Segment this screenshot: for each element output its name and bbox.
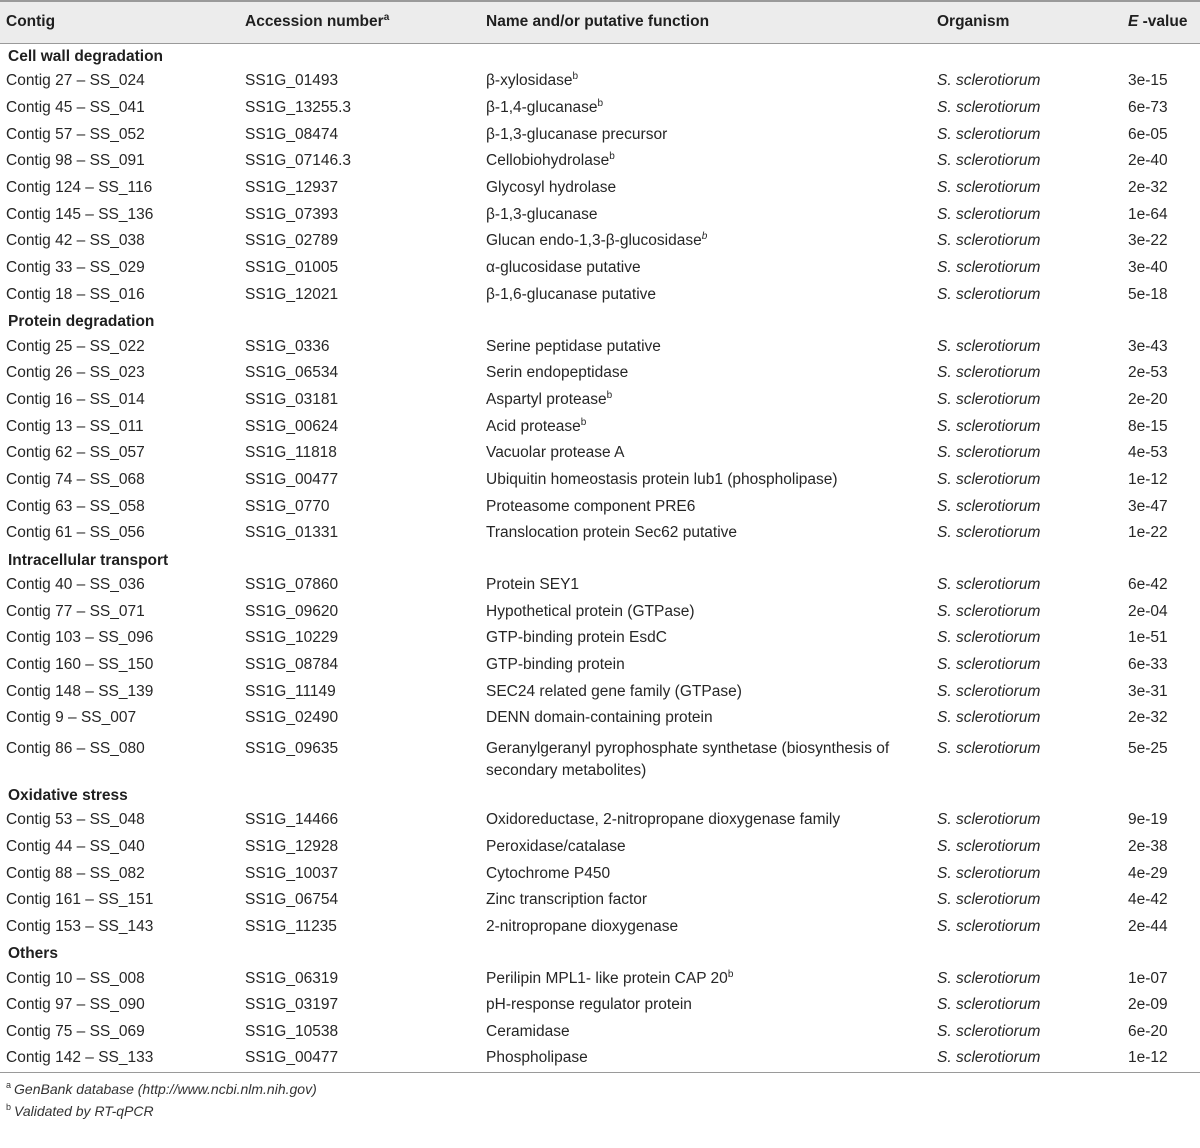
function-text: GTP-binding protein bbox=[486, 656, 625, 674]
accession-cell: SS1G_11149 bbox=[245, 682, 336, 700]
organism-cell: S. sclerotiorum bbox=[937, 497, 1041, 515]
function-text: 2-nitropropane dioxygenase bbox=[486, 917, 679, 935]
footnote-mark: b bbox=[597, 97, 604, 109]
evalue-cell: 2e-44 bbox=[1128, 917, 1168, 935]
footnote-mark: b bbox=[580, 416, 587, 428]
evalue-cell: 4e-42 bbox=[1128, 891, 1168, 909]
evalue-cell: 2e-09 bbox=[1128, 996, 1168, 1014]
header-accession: Accession number$^a$ bbox=[244, 1, 485, 43]
table-row bbox=[0, 467, 1200, 494]
organism-cell: S. sclerotiorum bbox=[937, 576, 1041, 594]
header-row bbox=[0, 1, 1200, 43]
function-cell bbox=[485, 834, 936, 861]
table-row bbox=[0, 652, 1200, 679]
accession-cell: SS1G_00477 bbox=[244, 1045, 485, 1072]
accession-cell: SS1G_03197 bbox=[245, 996, 339, 1014]
organism-cell: S. sclerotiorum bbox=[937, 125, 1041, 143]
organism-cell: S. sclerotiorum bbox=[937, 602, 1041, 620]
function-cell bbox=[485, 807, 936, 834]
footnote-mark: b bbox=[727, 968, 734, 980]
function-cell bbox=[485, 887, 936, 914]
accession-cell: SS1G_08474 bbox=[245, 125, 339, 143]
organism-cell: S. sclerotiorum bbox=[937, 709, 1041, 727]
function-text: Proteasome component PRE6 bbox=[486, 497, 696, 515]
table-row bbox=[0, 95, 1200, 122]
function-text: DENN domain-containing protein bbox=[486, 709, 713, 727]
function-text: SEC24 related gene family (GTPase) bbox=[486, 682, 742, 700]
organism-cell: S. sclerotiorum bbox=[937, 179, 1041, 197]
organism-cell: S. sclerotiorum bbox=[937, 470, 1041, 488]
table-row bbox=[0, 860, 1200, 887]
organism-cell: S. sclerotiorum bbox=[937, 811, 1041, 829]
accession-cell: SS1G_02490 bbox=[245, 709, 339, 727]
accession-cell: SS1G_11235 bbox=[245, 917, 337, 935]
accession-cell: SS1G_06319 bbox=[245, 969, 339, 987]
table-row bbox=[0, 992, 1200, 1019]
evalue-cell: 6e-33 bbox=[1128, 656, 1168, 674]
header-evalue: E -value bbox=[1116, 1, 1200, 43]
organism-cell: S. sclerotiorum bbox=[937, 969, 1041, 987]
evalue-cell: 5e-25 bbox=[1128, 739, 1168, 757]
section-header-row bbox=[0, 940, 1200, 965]
table-row bbox=[0, 678, 1200, 705]
organism-cell: S. sclerotiorum bbox=[937, 417, 1041, 435]
table-row bbox=[0, 68, 1200, 95]
function-cell bbox=[485, 598, 936, 625]
organism-cell: S. sclerotiorum bbox=[937, 739, 1041, 757]
accession-cell: SS1G_07860 bbox=[245, 576, 339, 594]
table-row bbox=[0, 807, 1200, 834]
contig-cell: Contig 44 – SS_040 bbox=[6, 837, 145, 855]
contig-cell: Contig 75 – SS_069 bbox=[6, 1022, 145, 1040]
evalue-cell: 3e-40 bbox=[1128, 259, 1168, 277]
contig-cell: Contig 142 – SS_133 bbox=[0, 1045, 244, 1072]
table-row bbox=[0, 598, 1200, 625]
function-cell bbox=[485, 201, 936, 228]
accession-cell: SS1G_08784 bbox=[245, 656, 339, 674]
organism-cell: S. sclerotiorum bbox=[937, 364, 1041, 382]
contig-cell: Contig 161 – SS_151 bbox=[6, 891, 154, 909]
footnote-mark: b bbox=[572, 71, 579, 83]
organism-cell: S. sclerotiorum bbox=[937, 837, 1041, 855]
function-text: Glycosyl hydrolase bbox=[486, 179, 617, 197]
evalue-cell: 2e-53 bbox=[1128, 364, 1168, 382]
section-header-row bbox=[0, 308, 1200, 333]
accession-cell: SS1G_01005 bbox=[245, 259, 339, 277]
section-title: Cell wall degradation bbox=[8, 48, 164, 66]
function-cell bbox=[485, 1045, 936, 1072]
table-row bbox=[0, 255, 1200, 282]
accession-cell: SS1G_0336 bbox=[245, 337, 330, 355]
contig-cell: Contig 10 – SS_008 bbox=[6, 969, 145, 987]
function-cell bbox=[485, 732, 936, 782]
footnote-mark: b bbox=[606, 389, 613, 401]
function-text: Geranylgeranyl pyrophosphate synthetase (biosynthesis of secondary metabolites) bbox=[486, 739, 890, 779]
accession-cell: SS1G_06534 bbox=[245, 364, 339, 382]
accession-cell: SS1G_09635 bbox=[245, 739, 339, 757]
function-text: GTP-binding protein EsdC bbox=[486, 629, 667, 647]
organism-cell: S. sclerotiorum bbox=[937, 891, 1041, 909]
function-cell bbox=[485, 148, 936, 175]
footnote-a: $^a$ GenBank database (http://www.ncbi.nlm.nih.gov) bbox=[6, 1079, 317, 1097]
function-cell bbox=[485, 95, 936, 122]
section-title: Intracellular transport bbox=[8, 551, 169, 569]
header-contig: Contig bbox=[0, 1, 244, 43]
organism-cell: S. sclerotiorum bbox=[937, 996, 1041, 1014]
evalue-cell: 1e-51 bbox=[1128, 629, 1168, 647]
contig-cell: Contig 9 – SS_007 bbox=[6, 709, 137, 727]
table-row bbox=[0, 440, 1200, 467]
accession-cell: SS1G_12021 bbox=[245, 285, 339, 303]
function-cell bbox=[485, 705, 936, 732]
header-accession-footnote-mark: a bbox=[383, 12, 390, 24]
table-row bbox=[0, 914, 1200, 941]
evalue-cell: 1e-07 bbox=[1128, 969, 1168, 987]
accession-cell: SS1G_0770 bbox=[245, 497, 330, 515]
table-row bbox=[0, 625, 1200, 652]
function-text: β-xylosidase bbox=[486, 72, 573, 90]
evalue-cell: 6e-05 bbox=[1128, 125, 1168, 143]
function-text: Serin endopeptidase bbox=[486, 364, 629, 382]
contig-cell: Contig 124 – SS_116 bbox=[6, 179, 153, 197]
accession-cell: SS1G_07146.3 bbox=[245, 152, 352, 170]
function-cell bbox=[485, 387, 936, 414]
accession-cell: SS1G_09620 bbox=[245, 602, 339, 620]
section-title: Oxidative stress bbox=[8, 786, 128, 804]
function-text: Ceramidase bbox=[486, 1022, 570, 1040]
organism-cell: S. sclerotiorum bbox=[937, 259, 1041, 277]
contig-cell: Contig 42 – SS_038 bbox=[6, 232, 145, 250]
function-text: pH-response regulator protein bbox=[486, 996, 692, 1014]
function-text: Ubiquitin homeostasis protein lub1 (phospholipase) bbox=[486, 470, 838, 488]
organism-cell: S. sclerotiorum bbox=[937, 682, 1041, 700]
function-cell bbox=[485, 520, 936, 547]
contig-cell: Contig 160 – SS_150 bbox=[6, 656, 154, 674]
section-header-row bbox=[0, 782, 1200, 807]
organism-cell: S. sclerotiorum bbox=[936, 1045, 1116, 1072]
accession-cell: SS1G_10037 bbox=[245, 864, 339, 882]
evalue-cell: 1e-12 bbox=[1116, 1045, 1200, 1072]
evalue-cell: 6e-73 bbox=[1128, 99, 1168, 117]
function-cell bbox=[485, 625, 936, 652]
function-cell bbox=[485, 333, 936, 360]
table-row bbox=[0, 201, 1200, 228]
evalue-cell: 3e-31 bbox=[1128, 682, 1168, 700]
accession-cell: SS1G_14466 bbox=[245, 811, 339, 829]
accession-cell: SS1G_03181 bbox=[245, 390, 339, 408]
accession-cell: SS1G_01331 bbox=[245, 524, 339, 542]
function-cell bbox=[485, 965, 936, 992]
function-text: Perilipin MPL1- like protein CAP 20 bbox=[486, 969, 728, 987]
function-cell bbox=[485, 992, 936, 1019]
table-row bbox=[0, 705, 1200, 732]
function-text: Phospholipase bbox=[486, 1049, 588, 1067]
contig-cell: Contig 148 – SS_139 bbox=[6, 682, 154, 700]
accession-cell: SS1G_07393 bbox=[245, 205, 339, 223]
contig-cell: Contig 33 – SS_029 bbox=[6, 259, 145, 277]
accession-cell: SS1G_00477 bbox=[245, 470, 339, 488]
contig-cell: Contig 61 – SS_056 bbox=[6, 524, 145, 542]
evalue-cell: 4e-29 bbox=[1128, 864, 1168, 882]
evalue-cell: 1e-12 bbox=[1128, 470, 1168, 488]
evalue-cell: 3e-22 bbox=[1128, 232, 1168, 250]
accession-cell: SS1G_11818 bbox=[245, 444, 337, 462]
function-text: Protein SEY1 bbox=[486, 576, 580, 594]
accession-cell: SS1G_12937 bbox=[245, 179, 339, 197]
contig-cell: Contig 77 – SS_071 bbox=[6, 602, 145, 620]
contig-cell: Contig 63 – SS_058 bbox=[6, 497, 145, 515]
organism-cell: S. sclerotiorum bbox=[937, 152, 1041, 170]
organism-cell: S. sclerotiorum bbox=[937, 629, 1041, 647]
contig-cell: Contig 40 – SS_036 bbox=[6, 576, 145, 594]
function-text: β-1,6-glucanase putative bbox=[486, 285, 657, 303]
function-text: Cytochrome P450 bbox=[486, 864, 611, 882]
organism-cell: S. sclerotiorum bbox=[937, 524, 1041, 542]
contig-cell: Contig 62 – SS_057 bbox=[6, 444, 145, 462]
section-header-row bbox=[0, 43, 1200, 68]
evalue-cell: 1e-64 bbox=[1128, 205, 1168, 223]
header-name: Name and/or putative function bbox=[485, 1, 936, 43]
accession-cell: SS1G_06754 bbox=[245, 891, 339, 909]
table-row bbox=[0, 1019, 1200, 1046]
footnote-mark: b bbox=[609, 151, 615, 163]
footnotes bbox=[0, 1073, 1200, 1125]
function-text: Hypothetical protein (GTPase) bbox=[486, 602, 695, 620]
contig-cell: Contig 16 – SS_014 bbox=[6, 390, 145, 408]
contig-cell: Contig 145 – SS_136 bbox=[6, 205, 154, 223]
contig-cell: Contig 18 – SS_016 bbox=[6, 285, 145, 303]
function-cell bbox=[485, 228, 936, 255]
evalue-cell: 6e-42 bbox=[1128, 576, 1168, 594]
table-row bbox=[0, 520, 1200, 547]
table-row bbox=[0, 965, 1200, 992]
function-cell bbox=[485, 413, 936, 440]
table-row bbox=[0, 493, 1200, 520]
function-cell bbox=[485, 282, 936, 309]
evalue-cell: 6e-20 bbox=[1128, 1022, 1168, 1040]
contig-cell: Contig 27 – SS_024 bbox=[6, 72, 145, 90]
organism-cell: S. sclerotiorum bbox=[937, 72, 1041, 90]
function-cell bbox=[485, 440, 936, 467]
evalue-cell: 8e-15 bbox=[1128, 417, 1168, 435]
function-text: β-1,3-glucanase bbox=[486, 205, 598, 223]
organism-cell: S. sclerotiorum bbox=[937, 444, 1041, 462]
contig-cell: Contig 53 – SS_048 bbox=[6, 811, 145, 829]
contig-cell: Contig 153 – SS_143 bbox=[6, 917, 154, 935]
function-text: Serine peptidase putative bbox=[486, 337, 661, 355]
function-text: Oxidoreductase, 2-nitropropane dioxygenase family bbox=[486, 811, 841, 829]
organism-cell: S. sclerotiorum bbox=[937, 917, 1041, 935]
accession-cell: SS1G_02789 bbox=[245, 232, 339, 250]
contig-cell: Contig 25 – SS_022 bbox=[6, 337, 145, 355]
function-cell bbox=[485, 652, 936, 679]
table-row bbox=[0, 175, 1200, 202]
evalue-cell: 3e-15 bbox=[1128, 72, 1168, 90]
contig-cell: Contig 97 – SS_090 bbox=[6, 996, 145, 1014]
table-row bbox=[0, 360, 1200, 387]
evalue-cell: 2e-20 bbox=[1128, 390, 1168, 408]
function-cell bbox=[485, 467, 936, 494]
footnote-b: $^b$ Validated by RT-qPCR bbox=[6, 1101, 154, 1119]
function-text: Acid protease bbox=[486, 417, 581, 435]
organism-cell: S. sclerotiorum bbox=[937, 656, 1041, 674]
function-text: α-glucosidase putative bbox=[486, 259, 641, 277]
function-text: Glucan endo-1,3-β-glucosidase bbox=[486, 232, 702, 250]
table-row bbox=[0, 834, 1200, 861]
organism-cell: S. sclerotiorum bbox=[937, 99, 1041, 117]
contig-cell: Contig 88 – SS_082 bbox=[6, 864, 145, 882]
evalue-cell: 3e-43 bbox=[1128, 337, 1168, 355]
accession-cell: SS1G_10538 bbox=[245, 1022, 339, 1040]
table-row bbox=[0, 282, 1200, 309]
table-row bbox=[0, 333, 1200, 360]
evalue-cell: 4e-53 bbox=[1128, 444, 1168, 462]
function-text: Zinc transcription factor bbox=[486, 891, 648, 909]
table-row bbox=[0, 572, 1200, 599]
organism-cell: S. sclerotiorum bbox=[937, 1022, 1041, 1040]
function-text: Peroxidase/catalase bbox=[486, 837, 626, 855]
table-body bbox=[0, 43, 1200, 1072]
table-row bbox=[0, 413, 1200, 440]
contig-cell: Contig 103 – SS_096 bbox=[6, 629, 154, 647]
accession-cell: SS1G_10229 bbox=[245, 629, 339, 647]
contig-cell: Contig 74 – SS_068 bbox=[6, 470, 145, 488]
organism-cell: S. sclerotiorum bbox=[937, 390, 1041, 408]
organism-cell: S. sclerotiorum bbox=[937, 205, 1041, 223]
footnote-mark: b bbox=[701, 231, 708, 243]
function-text: Aspartyl protease bbox=[486, 390, 607, 408]
function-cell bbox=[485, 914, 936, 941]
evalue-cell: 1e-22 bbox=[1128, 524, 1168, 542]
contig-cell: Contig 98 – SS_091 bbox=[6, 152, 145, 170]
table-row bbox=[0, 148, 1200, 175]
accession-cell: SS1G_00624 bbox=[245, 417, 339, 435]
table-row bbox=[0, 1045, 1200, 1072]
organism-cell: S. sclerotiorum bbox=[937, 232, 1041, 250]
function-cell bbox=[485, 68, 936, 95]
table-row bbox=[0, 887, 1200, 914]
contig-cell: Contig 26 – SS_023 bbox=[6, 364, 145, 382]
function-cell bbox=[485, 121, 936, 148]
evalue-cell: 2e-38 bbox=[1128, 837, 1168, 855]
evalue-cell: 2e-32 bbox=[1128, 709, 1168, 727]
function-text: Cellobiohydrolase bbox=[486, 152, 610, 170]
accession-cell: SS1G_01493 bbox=[245, 72, 339, 90]
function-cell bbox=[485, 860, 936, 887]
organism-cell: S. sclerotiorum bbox=[937, 337, 1041, 355]
evalue-cell: 3e-47 bbox=[1128, 497, 1168, 515]
function-cell bbox=[485, 255, 936, 282]
accession-cell: SS1G_12928 bbox=[245, 837, 339, 855]
function-cell bbox=[485, 493, 936, 520]
function-cell bbox=[485, 360, 936, 387]
table-row bbox=[0, 121, 1200, 148]
function-cell bbox=[485, 678, 936, 705]
evalue-cell: 9e-19 bbox=[1128, 811, 1168, 829]
contig-cell: Contig 86 – SS_080 bbox=[6, 739, 145, 757]
section-header-row bbox=[0, 547, 1200, 572]
function-cell bbox=[485, 175, 936, 202]
table-row bbox=[0, 387, 1200, 414]
evalue-cell: 5e-18 bbox=[1128, 285, 1168, 303]
table-row bbox=[0, 732, 1200, 782]
function-cell bbox=[485, 572, 936, 599]
evalue-cell: 2e-32 bbox=[1128, 179, 1168, 197]
section-title: Others bbox=[8, 945, 58, 963]
function-text: β-1,3-glucanase precursor bbox=[486, 125, 668, 143]
function-text: Vacuolar protease A bbox=[486, 444, 625, 462]
function-cell bbox=[485, 1019, 936, 1046]
evalue-cell: 2e-04 bbox=[1128, 602, 1168, 620]
table-row bbox=[0, 228, 1200, 255]
function-text: Translocation protein Sec62 putative bbox=[486, 524, 738, 542]
function-text: β-1,4-glucanase bbox=[486, 99, 598, 117]
accession-cell: SS1G_13255.3 bbox=[245, 99, 352, 117]
contig-cell: Contig 13 – SS_011 bbox=[6, 417, 144, 435]
header-organism: Organism bbox=[936, 1, 1116, 43]
evalue-cell: 2e-40 bbox=[1128, 152, 1168, 170]
organism-cell: S. sclerotiorum bbox=[937, 864, 1041, 882]
section-title: Protein degradation bbox=[8, 313, 155, 331]
organism-cell: S. sclerotiorum bbox=[937, 285, 1041, 303]
contig-cell: Contig 57 – SS_052 bbox=[6, 125, 145, 143]
contig-cell: Contig 45 – SS_041 bbox=[6, 99, 145, 117]
